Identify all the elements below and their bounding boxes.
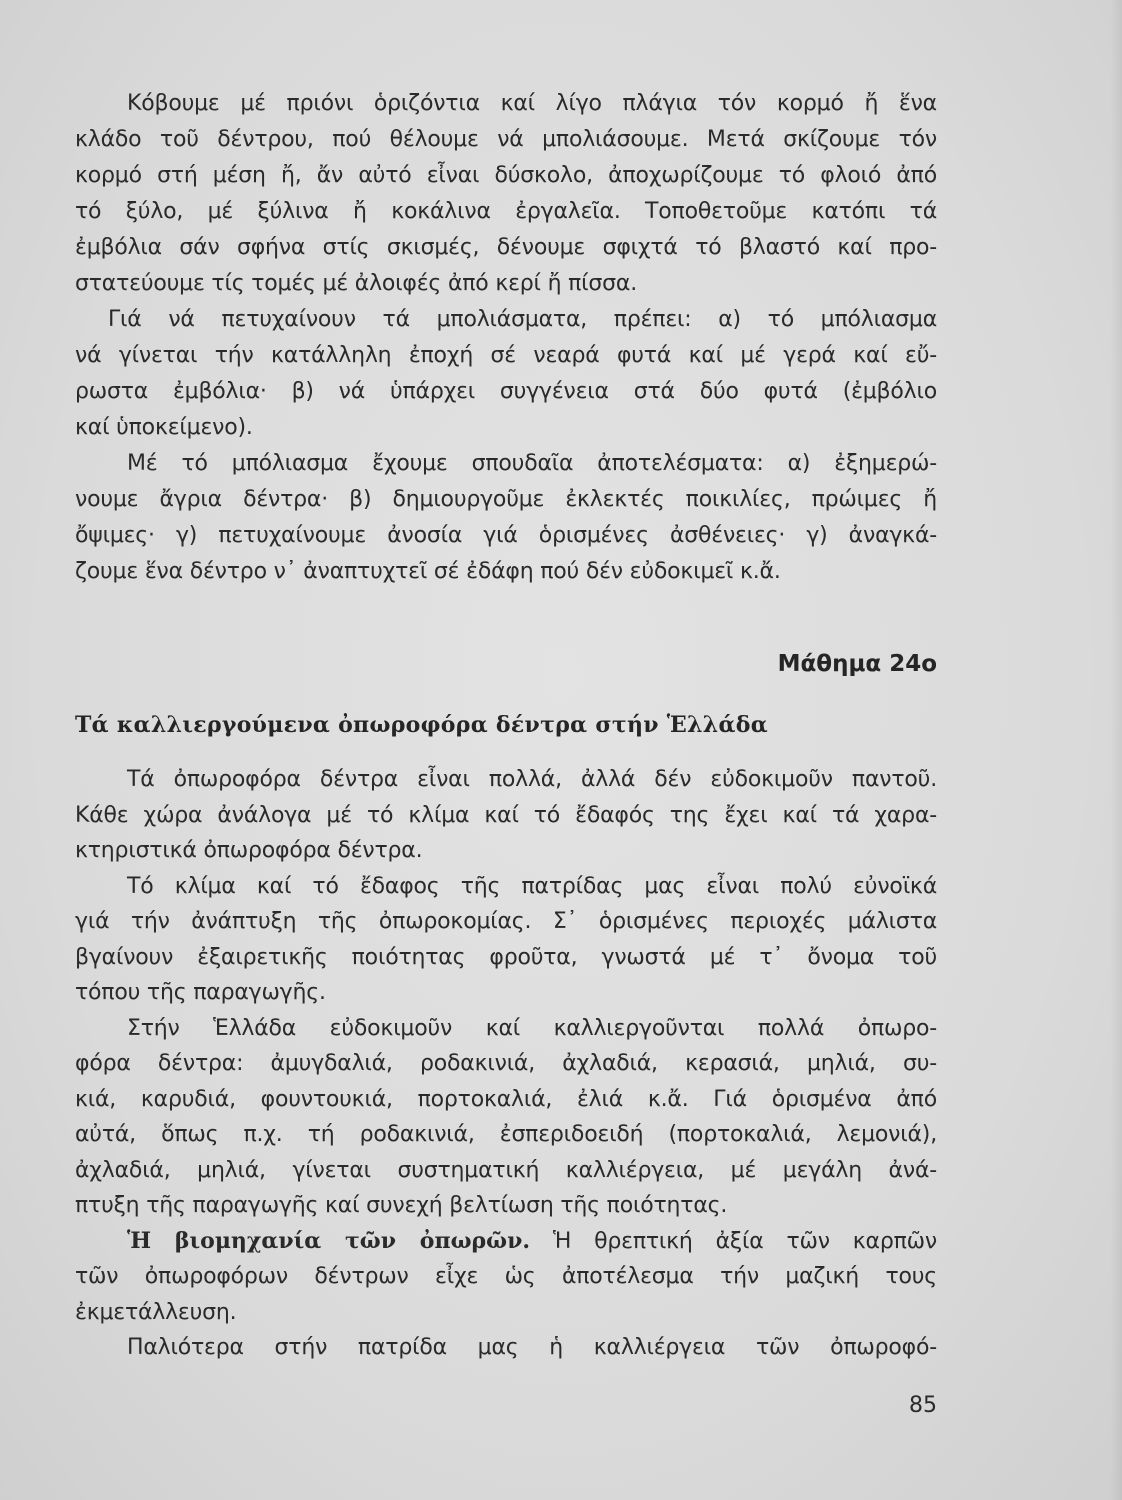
text-line: στατεύουμε τίς τομές μέ ἀλοιφές ἀπό κερί ἤ πίσσα.	[75, 271, 638, 296]
text-line: νουμε ἄγρια δέντρα· β) δημιουργοῦμε ἐκλεκτές ποικιλίες, πρώιμες ἤ	[75, 487, 937, 512]
top-text-block	[75, 86, 937, 590]
text-line: νά γίνεται τήν κατάλληλη ἐποχή σέ νεαρά φυτά καί μέ γερά καί εὔ-	[75, 343, 937, 368]
text-line	[75, 1224, 937, 1260]
text-line: τόπου τῆς παραγωγῆς.	[75, 980, 326, 1005]
paragraph-climate	[75, 869, 937, 1011]
text-line: πτυξη τῆς παραγωγῆς καί συνεχή βελτίωση τῆς ποιότητας.	[75, 1193, 728, 1218]
text-run: Ἡ θρεπτική ἀξία τῶν καρπῶν	[552, 1228, 937, 1254]
text-line: ἐμβόλια σάν σφήνα στίς σκισμές, δένουμε σφιχτά τό βλαστό καί προ-	[75, 235, 937, 260]
text-line: κλάδο τοῦ δέντρου, πού θέλουμε νά μπολιάσουμε. Μετά σκίζουμε τόν	[75, 127, 937, 152]
text-line: ρωστα ἐμβόλια· β) νά ὑπάρχει συγγένεια στά δύο φυτά (ἐμβόλιο	[75, 379, 937, 404]
paragraph-grafting-method	[75, 86, 937, 302]
text-line: κιά, καρυδιά, φουντουκιά, πορτοκαλιά, ἐλιά κ.ἄ. Γιά ὁρισμένα ἀπό	[75, 1086, 937, 1112]
paragraph-grafting-conditions	[75, 302, 937, 446]
paragraph-grafting-results	[75, 446, 937, 590]
text-line: ζουμε ἕνα δέντρο ν᾽ ἀναπτυχτεῖ σέ ἐδάφη πού δέν εὐδοκιμεῖ κ.ἄ.	[75, 559, 781, 584]
text-line: ἀχλαδιά, μηλιά, γίνεται συστηματική καλλιέργεια, μέ μεγάλη ἀνά-	[75, 1157, 937, 1183]
lesson-title: Τά καλλιεργούμενα ὀπωροφόρα δέντρα στήν Ἑλλάδα	[75, 712, 768, 738]
paragraph-fruit-industry	[75, 1224, 937, 1331]
text-line: ὄψιμες· γ) πετυχαίνουμε ἀνοσία γιά ὁρισμένες ἀσθένειες· γ) ἀναγκά-	[75, 523, 937, 548]
text-line: Γιά νά πετυχαίνουν τά μπολιάσματα, πρέπει: α) τό μπόλιασμα	[108, 307, 937, 332]
paragraph-continued	[75, 1330, 937, 1366]
text-line: Στήν Ἑλλάδα εὐδοκιμοῦν καί καλλιεργοῦνται πολλά ὀπωρο-	[127, 1015, 937, 1041]
text-line: Τά ὀπωροφόρα δέντρα εἶναι πολλά, ἀλλά δέν εὐδοκιμοῦν παντοῦ.	[127, 767, 937, 792]
text-line: τό ξύλο, μέ ξύλινα ἤ κοκάλινα ἐργαλεῖα. Τοποθετοῦμε κατόπι τά	[75, 199, 937, 224]
text-line: βγαίνουν ἐξαιρετικῆς ποιότητας φροῦτα, γνωστά μέ τ᾽ ὄνομα τοῦ	[75, 944, 937, 970]
text-line: γιά τήν ἀνάπτυξη τῆς ὀπωροκομίας. Σ᾽ ὁρισμένες περιοχές μάλιστα	[75, 909, 937, 934]
text-line: κορμό στή μέση ἤ, ἄν αὐτό εἶναι δύσκολο, ἀποχωρίζουμε τό φλοιό ἀπό	[75, 163, 937, 188]
text-line: Κάθε χώρα ἀνάλογα μέ τό κλίμα καί τό ἔδαφός της ἔχει καί τά χαρα-	[75, 802, 937, 828]
text-line: Μέ τό μπόλιασμα ἔχουμε σπουδαῖα ἀποτελέσματα: α) ἐξημερώ-	[127, 451, 937, 476]
text-line: φόρα δέντρα: ἀμυγδαλιά, ροδακινιά, ἀχλαδιά, κερασιά, μηλιά, συ-	[75, 1051, 937, 1076]
paragraph-fruit-trees	[75, 1011, 937, 1224]
lesson-text-block	[75, 762, 937, 1366]
text-line: καί ὑποκείμενο).	[75, 415, 253, 440]
text-line: Τό κλίμα καί τό ἔδαφος τῆς πατρίδας μας εἶναι πολύ εὐνοϊκά	[127, 873, 937, 899]
text-line: τῶν ὀπωροφόρων δέντρων εἶχε ὡς ἀποτέλεσμα τήν μαζική τους	[75, 1264, 937, 1289]
page-number: 85	[909, 1393, 937, 1418]
text-line: Παλιότερα στήν πατρίδα μας ἡ καλλιέργεια τῶν ὀπωροφό-	[127, 1335, 937, 1360]
page-edge-shadow	[1110, 0, 1122, 1500]
text-line: Κόβουμε μέ πριόνι ὁριζόντια καί λίγο πλάγια τόν κορμό ἤ ἕνα	[127, 91, 937, 116]
text-line: αὐτά, ὅπως π.χ. τή ροδακινιά, ἐσπεριδοειδή (πορτοκαλιά, λεμονιά),	[75, 1122, 937, 1147]
text-line: κτηριστικά ὀπωροφόρα δέντρα.	[75, 838, 423, 863]
run-in-heading: Ἡ βιομηχανία τῶν ὀπωρῶν.	[127, 1227, 531, 1254]
paragraph-intro	[75, 762, 937, 869]
text-line: ἐκμετάλλευση.	[75, 1299, 237, 1325]
lesson-number-heading: Μάθημα 24ο	[777, 651, 937, 677]
